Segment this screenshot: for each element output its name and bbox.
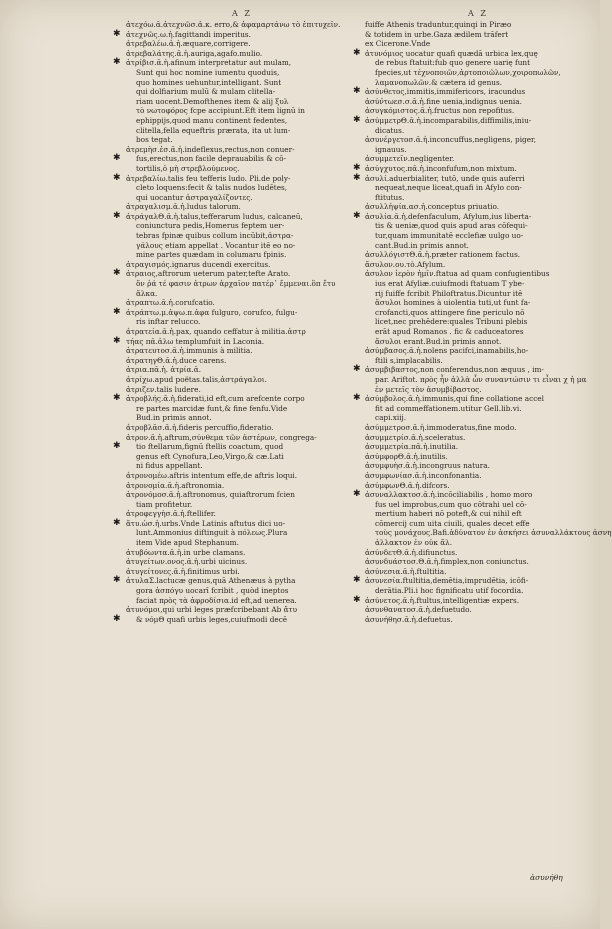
entry-line (365, 221, 561, 231)
entry-line (126, 39, 338, 49)
entry-text: ius erat Afyliæ.cuiufmodi ftatuam T ybe- (375, 279, 525, 289)
entry-text: ἀτριζεν.talis ludere. (126, 384, 201, 394)
entry-line (353, 575, 561, 586)
entry-line (365, 413, 561, 423)
entry-text: ἀσυμφυὴσ.ᾶ.ἡ.incongruus natura. (365, 461, 490, 471)
entry-line (126, 260, 338, 270)
entry-line (126, 433, 338, 443)
entry-text: ephippijs,quod manu continent fedentes, (136, 115, 288, 125)
header-left: A Z (232, 9, 252, 18)
entry-text: fit ad commeffationem.utitur Gell.lib.vi. (375, 403, 522, 413)
asterisk-marker-icon: ✱ (113, 441, 121, 452)
entry-text: ἀσυμμετρία.πᾶ.ἡ.inutilia. (365, 442, 459, 452)
entry-line (126, 68, 338, 78)
entry-line (126, 241, 338, 251)
asterisk-marker-icon: ✱ (353, 86, 361, 97)
entry-text: clitella,fella equeftris prærata, ita ut lum- (136, 125, 291, 135)
entry-line (365, 68, 561, 78)
entry-text: ἀτραπτω.ᾶ.ἡ.corufcatio. (126, 298, 215, 308)
entry-line (126, 97, 338, 107)
entry-line (365, 202, 561, 212)
entry-line (365, 538, 561, 548)
entry-line (365, 308, 561, 318)
entry-text: cōmercij cum uita ciuili, quales decet effe (375, 518, 530, 528)
entry-text: tis & ueniæ,quod quis apud aras cōfequi- (375, 221, 528, 231)
entry-line (126, 135, 338, 145)
entry-line (126, 461, 338, 471)
entry-text: ni fidus appellant. (136, 461, 203, 471)
entry-line (365, 279, 561, 289)
entry-text: ἀτυλαΣ.lactucæ genus,quā Athenæus à pytha (126, 576, 296, 586)
entry-line (365, 231, 561, 241)
right-column (353, 20, 612, 624)
entry-line (126, 231, 338, 241)
asterisk-marker-icon: ✱ (353, 594, 361, 605)
entry-line (126, 365, 338, 375)
entry-line (365, 260, 561, 270)
entry-text: ἀσυλλόγιστΘ.ᾶ.ἡ.præter rationem factus. (365, 250, 521, 260)
entry-text: ἀτρονομέω.aftris intentum effe,de aftris loqui. (126, 470, 298, 480)
asterisk-marker-icon: ✱ (113, 517, 121, 528)
entry-text: ἀτρεμὴσ.ἐσ.ᾶ.ἡ.indeflexus,rectus,non conuer- (126, 144, 295, 154)
entry-line (126, 375, 338, 385)
entry-line (113, 153, 338, 164)
entry-text: ἀσύμμετρΘ.ᾶ.ἡ.incomparabilis,diffimilis,iniu- (365, 115, 532, 125)
entry-text: ἀσυμφωνίασ.ᾶ.ἡ.inconfonantia. (365, 470, 482, 480)
entry-text: tio ftellarum,fignū ftellis coactum, quod (136, 442, 284, 452)
entry-line (353, 393, 561, 404)
entry-line (113, 28, 338, 40)
entry-line (113, 335, 338, 347)
entry-line (365, 404, 561, 414)
entry-line (365, 241, 561, 251)
entry-text: ἀλλακτον ἐν οὐκ ἄλ. (375, 538, 453, 548)
entry-text: ἀσυλί.aduerbialiter, tutō, unde quis auferri (365, 173, 525, 183)
entry-text: ἀσυνθανατοσ.ᾶ.ἡ.defuetudo. (365, 605, 472, 615)
entry-text: τὸ νωτοφόρος fcpe accipiunt.Eft item lignū in (136, 106, 305, 116)
entry-line (365, 452, 561, 462)
entry-text: ἀτεχνῶς.ω.ἡ.fagittandi imperitus. (126, 29, 251, 39)
entry-text: ἀτρίβισ.ᾶ.ἡ.afinum interpretatur aut mulam, (126, 58, 292, 68)
entry-text: ἀσυνήθησ.ᾶ.ἡ.defuetus. (365, 614, 453, 624)
entry-line (126, 298, 338, 308)
catchword: ἀσυνήθη (530, 873, 563, 882)
entry-line (126, 471, 338, 481)
entry-line (365, 356, 561, 366)
entry-line (365, 615, 561, 625)
entry-text: ἀσυλλἠψία.ασ.ἡ.conceptus priuatio. (365, 202, 500, 212)
asterisk-marker-icon: ✱ (353, 210, 361, 221)
entry-line (126, 413, 338, 423)
entry-text: ἀτρατηγΘ.ᾶ.ἡ.duce carens. (126, 355, 227, 365)
entry-text: capi.xiij. (375, 413, 407, 423)
entry-line (365, 269, 561, 279)
entry-text: erāt apud Romanos . fic & caduceatores (375, 327, 524, 336)
entry-line (126, 557, 338, 567)
asterisk-marker-icon: ✱ (113, 172, 121, 183)
entry-line (126, 538, 338, 548)
entry-text: ἀσυμμετεῖν.negligenter. (365, 154, 455, 164)
entry-line (365, 154, 561, 164)
entry-line (365, 145, 561, 155)
entry-line (365, 548, 561, 558)
entry-line (365, 289, 561, 299)
entry-line (126, 193, 338, 203)
entry-line (365, 135, 561, 145)
entry-text: item Vide apud Stephanum. (136, 538, 239, 548)
entry-text: dicatus. (375, 125, 405, 135)
entry-text: ἀσύμφωνΘ.ᾶ.ἡ.difcors. (365, 480, 450, 490)
entry-text: ἄσυλοι erant.Bud.in primis annot. (375, 336, 502, 346)
entry-line (365, 317, 561, 327)
entry-line (126, 145, 338, 155)
entry-line (365, 557, 561, 567)
entry-line (365, 528, 612, 538)
entry-line (113, 172, 338, 184)
entry-text: ἀτρατεία.ᾶ.ἡ.pax, quando ceffatur à militia.ἀστρ (126, 327, 306, 336)
entry-line (126, 596, 338, 606)
entry-line (113, 57, 338, 68)
entry-line (365, 461, 561, 471)
asterisk-marker-icon: ✱ (113, 393, 121, 404)
entry-text: ἀσύμμετροσ.ᾶ.ἡ.immoderatus,fine modo. (365, 422, 517, 432)
entry-text: ὅν ῥά τέ φασιν ἀτρων ἀρχαῖον πατέρ᾽ ἔμμεναι.ὃπ ἔτυ (136, 279, 336, 289)
entry-text: & νόμΘ quafi urbis leges,cuiufmodi decē (136, 614, 288, 624)
entry-text: ἀτρονόμοσ.ᾶ.ἡ.aftronomus, quiaftrorum fcien (126, 490, 295, 500)
entry-text: ἀτυγείτονες.ᾶ.ἡ.finitimus urbi. (126, 566, 240, 576)
entry-line (365, 433, 561, 443)
entry-line (126, 385, 338, 395)
entry-line (365, 78, 561, 88)
entry-line (126, 116, 338, 126)
entry-text: ἀσύμβολος.ᾶ.ἡ.immunis,qui fine collatione accel (365, 394, 544, 404)
entry-text: mertium haberi nō poteft,& cui nihil eft (375, 509, 522, 519)
entry-text: ἀτράγαλΘ.ᾶ.ἡ.talus,tefferarum ludus, calcaneū, (126, 211, 303, 221)
entry-text: riam uocent.Demofthenes item & alij ξυλ (136, 96, 289, 106)
entry-text: ἀσύν̓τωεσ.σ.ᾶ.ἡ.fine uenia,indignus uenia. (365, 96, 522, 106)
entry-line (126, 250, 338, 260)
entry-line (126, 49, 338, 59)
asterisk-marker-icon: ✱ (353, 47, 361, 58)
entry-text: tiam profitetur. (136, 499, 193, 509)
header-right: A Z (468, 9, 488, 18)
entry-line (365, 106, 561, 116)
entry-line (126, 221, 338, 231)
entry-line (126, 289, 338, 299)
entry-line (126, 500, 338, 510)
entry-line (126, 490, 338, 500)
entry-line (126, 78, 338, 88)
asterisk-marker-icon: ✱ (113, 613, 121, 624)
entry-line (365, 509, 561, 519)
entry-line (365, 346, 561, 356)
entry-line (113, 306, 338, 318)
entry-line (126, 106, 338, 116)
entry-line (126, 126, 338, 136)
asterisk-marker-icon: ✱ (113, 306, 121, 317)
entry-text: de rebus ftatuit:fub quo genere uarię funt (375, 58, 531, 68)
entry-text: ἀτρια.πᾶ.ἡ. ἀτρία.ᾶ. (126, 365, 202, 375)
entry-text: ftitutus. (375, 192, 405, 202)
entry-line (126, 346, 338, 356)
entry-line (365, 183, 561, 193)
entry-text: ἀτροφεγγὴσ.ᾶ.ἡ.ftellifer. (126, 509, 216, 519)
asterisk-marker-icon: ✱ (113, 268, 121, 279)
entry-text: tortilis,ὁ μὴ στρεβλούμενος. (136, 163, 240, 173)
entry-text: ἀσυνεσία.ftultitia,demētia,imprudētia, icōfi- (365, 576, 529, 586)
entry-line (126, 317, 338, 327)
entry-text: ἀτρον.ᾶ.ἡ.aftrum,σύνθεμα τῶν ἀστέρων, congrega- (126, 432, 317, 442)
entry-text: ἀτρεβαλέω.ἀ.ἡ.æquare,corrigere. (126, 39, 251, 49)
entry-line (126, 481, 338, 491)
entry-line (353, 162, 561, 174)
entry-line (365, 337, 561, 347)
entry-line (113, 613, 338, 625)
entry-text: gora ἀσπόγυ uocarī fcribit , quòd ineptos (136, 586, 289, 596)
entry-text: par. Ariftot. πρὸς ἦν ἀλλὰ ὧν συναντώσιν τι εἶναι χ ἡ μα (375, 374, 587, 384)
asterisk-marker-icon: ✱ (113, 210, 121, 221)
entry-text: fus,erectus,non facile deprauabilis & cō- (136, 154, 286, 164)
entry-text: qui uocantur ἀστραγαλίζοντες. (136, 192, 253, 202)
entry-text: Bud.in primis annot. (136, 413, 212, 423)
entry-text: ἀτροβλᾶσ.ᾶ.ἡ.fideris percuffio,fideratio. (126, 422, 274, 432)
entry-text: ἀσύμφορΘ.ᾶ.ἡ.inutilis. (365, 451, 448, 461)
entry-text: γάλους etiam appellat . Vocantur itē eo no- (136, 240, 296, 250)
entry-text: λαμανοπωλῶν.& cætera id genus. (375, 77, 503, 87)
entry-line (126, 605, 338, 615)
entry-text: ex Cicerone.Vnde (365, 39, 431, 49)
entry-line (126, 452, 338, 462)
entry-line (365, 481, 561, 491)
entry-text: ἀσύνθετος,immitis,immifericors, iracundus (365, 87, 526, 97)
entry-text: ἄτυ.ὡσ.ἡ.urbs.Vnde Latinis aftutus dici uo- (126, 518, 286, 528)
entry-line (126, 404, 338, 414)
asterisk-marker-icon: ✱ (113, 57, 121, 68)
entry-line (365, 126, 561, 136)
entry-text: mine partes quædam in columaru fpinis. (136, 250, 287, 260)
entry-text: ἀτραιος,aftrorum ueterum pater,tefte Arato. (126, 269, 291, 279)
asterisk-marker-icon: ✱ (353, 489, 361, 500)
entry-text: ἀτροβλής.ᾶ.ἡ.fiderati,id eft,cum arefcente corpo (126, 394, 305, 404)
asterisk-marker-icon: ✱ (353, 575, 361, 586)
entry-text: fuiffe Athenis traduntur,quinqi in Piræo (365, 20, 512, 29)
entry-text: rij fuiffe fcribit Philoftratus.Dicuntur itē (375, 288, 523, 298)
entry-line (126, 327, 338, 337)
entry-line (126, 279, 338, 289)
entry-line (113, 210, 338, 222)
entry-text: ris inftar relucco. (136, 317, 201, 327)
entry-line (365, 374, 587, 385)
asterisk-marker-icon: ✱ (353, 364, 361, 375)
entry-text: ἀσύνετος.ᾶ.ἡ.ftultus,intelligentiæ expers. (365, 595, 520, 605)
entry-line (126, 164, 338, 174)
asterisk-marker-icon: ✱ (353, 114, 361, 125)
entry-line (126, 20, 341, 30)
entry-text: ἀσυναλλακτοσ.ᾶ.ἡ.incōciliabilis , homo moro (365, 490, 533, 500)
entry-text: & totidem in urbe.Gaza ædilem trāfert (365, 29, 509, 39)
entry-line (126, 87, 338, 97)
entry-line (353, 594, 561, 606)
entry-text: coniunctura pedis,Homerus feptem uer- (136, 221, 285, 231)
entry-text: ἀτεχόω.ᾶ.ἀτεχνῶσ.ἀ.κ. erro,& ἀφαμαρτάνω τὸ ἐπιτυχεῖν. (126, 20, 341, 29)
entry-text: ἀτρατευτοσ.ᾶ.ἡ.immunis à militia. (126, 346, 253, 356)
entry-text: tebras fpinæ quibus collum incūbit,ἀστρα- (136, 231, 294, 241)
entry-text: τοὺς μονάχους.Bafi.ἀδύνατον ἐν ἀσκήσει ἀσυναλλάκτους ἀσνη (375, 528, 612, 538)
entry-line (113, 517, 338, 529)
entry-text: ftili s,implacabilis. (375, 355, 443, 365)
entry-line (126, 586, 338, 596)
entry-text: ἀσύμβασος.ᾶ.ἡ.nolens pacifci,inamabilis,ho- (365, 346, 529, 356)
entry-line (365, 97, 561, 107)
entry-text: cleto loquens:fecit & talis nudos ludētes, (136, 183, 288, 193)
entry-line (365, 30, 561, 40)
entry-text: ἀτραγισμός.ignarus ducendi exercitus. (126, 259, 271, 269)
entry-text: ἀσυνέργετοσ.ᾶ.ἡ.inconcuffus,negligens, piger, (365, 135, 537, 145)
entry-text: ἀσυμμετρίσ.ᾶ.ἡ.sceleratus. (365, 432, 466, 442)
entry-text: fpecies,ut τέχνοποιῶν,ἀρτοποιῶλων,χοιροπωλῶν, (375, 67, 561, 77)
entry-line (365, 39, 561, 49)
entry-line (113, 575, 338, 586)
entry-text: ἄλκα. (136, 288, 158, 298)
entry-line (113, 268, 338, 279)
entry-text: ἀτυνόμιος uocatur quafi quædā urbica lex,quę (365, 48, 538, 58)
entry-text: ἀτυβόωντα.ᾶ.ἡ.in urbe clamans. (126, 547, 246, 557)
entry-line (365, 250, 561, 260)
entry-text: Sunt qui hoc nomine iumentu quoduis, (136, 67, 280, 77)
entry-line (126, 509, 338, 519)
entry-text: cant.Bud.in primis annot. (375, 240, 469, 250)
asterisk-marker-icon: ✱ (353, 162, 361, 173)
entry-text: ἀσυμβιβαστος,non conferendus,non æquus , im- (365, 365, 544, 375)
entry-text: ἄσυλον.ου.τὸ.Afylum. (365, 259, 446, 269)
asterisk-marker-icon: ✱ (113, 28, 121, 39)
entry-text: ἀτυνόμοι,qui urbi leges præfcribebant Ab ἄτυ (126, 605, 298, 615)
entry-text: ἀτρονομία.ᾶ.ἡ.aftronomia. (126, 480, 225, 490)
entry-text: qui dolfiarium mulū & mulam clitella- (136, 87, 276, 97)
entry-text: quo homines uehuntur,intelligant. Sunt (136, 77, 282, 87)
entry-line (126, 356, 338, 366)
entry-line (126, 202, 338, 212)
entry-text: lunt.Ammonius diftinguit à πόλεως.Plura (136, 528, 288, 538)
entry-text: ignauus. (375, 144, 407, 154)
entry-line (365, 20, 561, 30)
entry-text: ἀτρίχω.apud poëtas.talis,ἀστράγαλοι. (126, 374, 267, 384)
asterisk-marker-icon: ✱ (353, 172, 361, 183)
asterisk-marker-icon: ✱ (353, 393, 361, 404)
entry-line (365, 58, 561, 68)
entry-text: licet,nec prehēdere:quales Tribuni plebis (375, 317, 528, 327)
entry-text: ἐν μετεῖς τὸν ἀσυμβίβαστος. (375, 384, 482, 394)
entry-text: ἀτραγαλισμ.ᾶ.ἡ.ludus talorum. (126, 202, 241, 212)
entry-text: ἀσυλον ἱερὸν ἡμῖν.ftatua ad quam confugientibus (365, 269, 550, 279)
entry-text: nequeat,neque liceat,quafi in Afylo con- (375, 183, 522, 193)
entry-line (126, 567, 338, 577)
entry-text: ἀτρεβαλάτης.ᾶ.ἡ.auriga,agafo.mulio. (126, 48, 263, 58)
entry-line (365, 500, 561, 510)
entry-line (353, 86, 561, 97)
asterisk-marker-icon: ✱ (113, 153, 121, 164)
entry-text: tur,quam immunitatē ecclefiæ uulgo uo- (375, 231, 524, 241)
entry-text: faciat πρὸς τὰ ἀφροδίσια.id eft,ad uenerea. (136, 595, 297, 605)
entry-text: ἀτρεβαλίω.talis feu tefferis ludo. Pli.de poly- (126, 173, 291, 183)
entry-line (365, 586, 561, 596)
entry-line (365, 298, 561, 308)
entry-line (365, 471, 561, 481)
entry-line (365, 519, 561, 529)
asterisk-marker-icon: ✱ (113, 335, 121, 346)
entry-text: ἀσύνδετΘ.ᾶ.ἡ.difiunctus. (365, 547, 458, 557)
entry-text: ἄσυλοι homines à uiolentia tuti,ut funt fa- (375, 298, 531, 308)
entry-line (365, 327, 561, 337)
left-column (113, 20, 341, 624)
entry-text: ἀτυγείτων.ονος.ᾶ.ἡ.urbi uicinus. (126, 557, 248, 567)
entry-line (353, 47, 561, 59)
entry-text: crofancti,quos attingere fine periculo nō (375, 307, 525, 317)
entry-line (113, 441, 338, 452)
entry-text: fus uel improbus,cum quo cōtrahi uel cō- (375, 499, 527, 509)
entry-line (126, 548, 338, 558)
entry-text: τήας πᾶ.ἀλω templumfuit in Laconia. (126, 336, 265, 346)
entry-line (353, 114, 561, 126)
entry-text: ἀσυλία.ᾶ.ἡ.defenfaculum, Afylum,ius liberta- (365, 211, 532, 221)
entry-line (365, 193, 561, 203)
entry-line (365, 567, 561, 577)
entry-line (365, 423, 561, 433)
entry-line (126, 528, 338, 538)
asterisk-marker-icon: ✱ (113, 575, 121, 586)
entry-text: derātia.Pli.i hoc fignificatu utif focordia. (375, 586, 524, 596)
entry-text: ἀτράπτω.μ.ἀψω.π.ἀφα fulguro, corufco, fulgu- (126, 307, 298, 317)
entry-text: re partes marcidæ funt,& fine fenfu.Vide (136, 403, 288, 413)
entry-line (353, 210, 561, 222)
entry-line (126, 423, 338, 433)
entry-line (365, 385, 561, 395)
entry-text: ἀσυνδυάστοσ.Θ.ᾶ.ἡ.fimplex,non coniunctus. (365, 557, 529, 567)
entry-text: ἀσυγκόμιστος.ᾶ.ἡ.fructus non repofitus. (365, 106, 515, 116)
entry-line (353, 364, 561, 375)
entry-text: genus eft Cynofura,Leo,Virgo,& cæ.Lati (136, 451, 284, 461)
entry-line (353, 489, 561, 500)
entry-text: ἀσύγχυτος.πᾶ.ἡ.inconfufum,non mixtum. (365, 163, 517, 173)
entry-line (365, 442, 561, 452)
entry-line (353, 172, 561, 184)
entry-line (365, 605, 561, 615)
entry-text: bos tegat. (136, 135, 173, 145)
entry-line (113, 393, 338, 404)
entry-line (126, 183, 338, 193)
entry-text: ἀσύνεσια.ᾶ.ἡ.ftultitia. (365, 566, 447, 576)
